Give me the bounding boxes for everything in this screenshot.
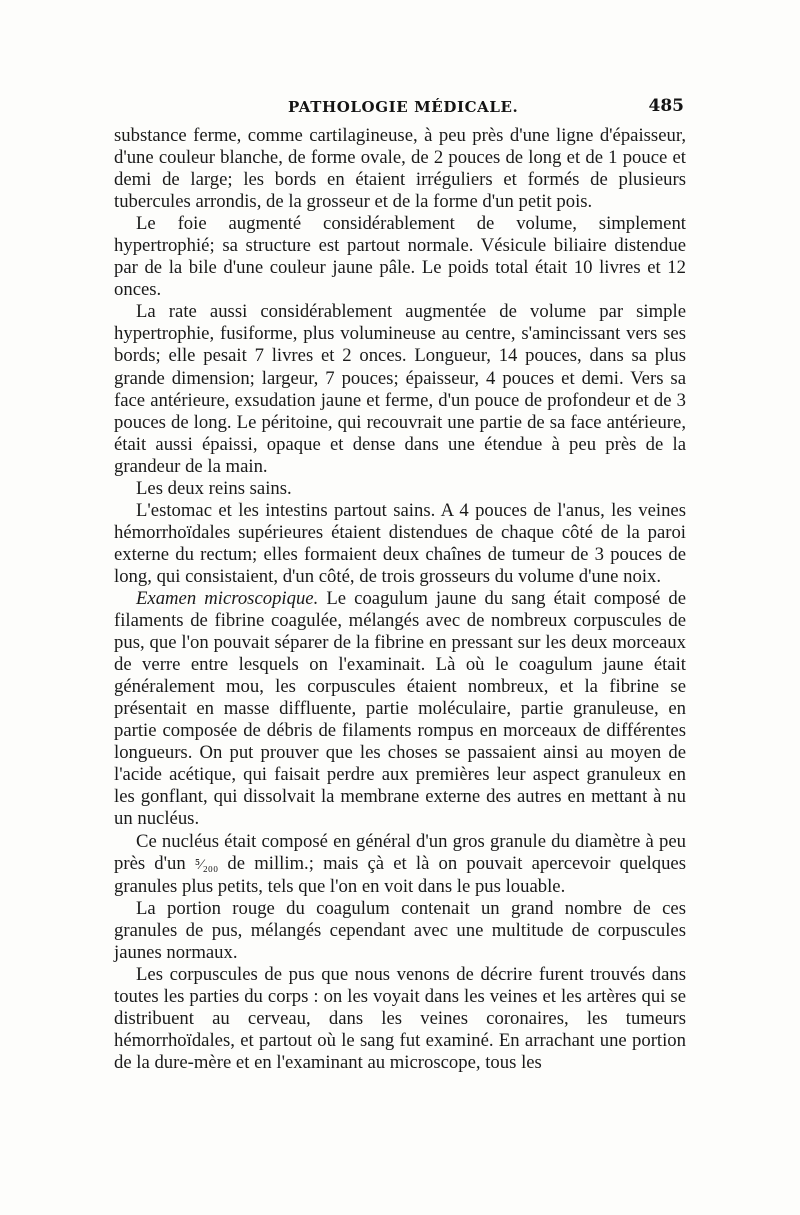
paragraph-stomach: L'estomac et les intestins partout sains. A 4 pouces de l'anus, les veines hémorrhoïdales supérieures étaient distendues de chaque côté de la paroi externe du rectum; elles formaient deux chaînes de tumeur de 3 pouces de long, qui consistaient, d'un côté, de trois grosseurs du volume d'une noix. bbox=[114, 499, 686, 587]
section-lead: Examen microscopique. bbox=[136, 587, 319, 609]
paragraph-liver: Le foie augmenté considérablement de volume, simplement hypertrophié; sa structure est partout normale. Vésicule biliaire distendue par de la bile d'une couleur jaune pâle. Le poids total était 10 livres et 12 onces. bbox=[114, 213, 686, 301]
paragraph-red-portion: La portion rouge du coagulum contenait un grand nombre de ces granules de pus, mélangés cependant avec une multitude de corpuscules jaunes normaux. bbox=[114, 897, 686, 963]
paragraph-text-after: de millim.; mais çà et là on pouvait apercevoir quelques granules plus petits, tels que l'on en voit dans le pus louable. bbox=[114, 852, 686, 897]
fraction: ⁵⁄₂₀₀ bbox=[194, 856, 219, 873]
paragraph-text: Le coagulum jaune du sang était composé de filaments de fibrine coagulée, mélangés avec de nombreux corpuscules de pus, que l'on pouvait séparer de la fibrine en pressant sur les deux morceaux de verre entre lesquels on l'examinait. Là où le coagulum jaune était généralement mou, les corpuscules étaient nombreux, et la fibrine se présentait en masse diffluente, partie moléculaire, partie granuleuse, en partie composée de débris de filaments rompus en morceaux de différentes longueurs. On put prouver que les choses se passaient ainsi au moyen de l'acide acétique, qui faisait perdre aux premières leur aspect granuleux en les gonflant, qui dissolvait la membrane externe des autres en mettant à nu un nucléus. bbox=[114, 587, 686, 830]
paragraph-microscopic-exam bbox=[114, 588, 686, 831]
paragraph-nucleus bbox=[114, 831, 686, 898]
page-number: 485 bbox=[648, 96, 684, 116]
page-header bbox=[112, 96, 690, 120]
paragraph-pus-corpuscles: Les corpuscules de pus que nous venons de décrire furent trouvés dans toutes les parties du corps : on les voyait dans les veines et les artères qui se distribuent au cerveau, dans les veines coronaires, les tumeurs hémorrhoïdales, et partout où le sang fut examiné. En arrachant une portion de la dure-mère et en l'examinant au microscope, tous les bbox=[114, 963, 686, 1073]
paragraph-text-before: Ce nucléus était composé en général d'un gros granule du diamètre à peu près d'un bbox=[114, 830, 686, 874]
paragraph-spleen: La rate aussi considérablement augmentée de volume par simple hypertrophie, fusiforme, plus volumineuse au centre, s'amincissant vers ses bords; elle pesait 7 livres et 2 onces. Longueur, 14 pouces, dans sa plus grande dimension; largeur, 7 pouces; épaisseur, 4 pouces et demi. Vers sa face antérieure, exsudation jaune et ferme, d'un pouce de profondeur et de 3 pouces de long. Le péritoine, qui recouvrait une partie de sa face antérieure, était aussi épaissi, opaque et dense dans une étendue à peu près de la grandeur de la main. bbox=[114, 301, 686, 477]
paragraph-kidneys: Les deux reins sains. bbox=[136, 477, 292, 499]
paragraph-continuation: substance ferme, comme cartilagineuse, à peu près d'une ligne d'épaisseur, d'une couleur blanche, de forme ovale, de 2 pouces de long et de 1 pouce et demi de large; les bords en étaient irréguliers et formés de plusieurs tubercules arrondis, de la grosseur et de la forme d'un petit pois. bbox=[114, 125, 686, 213]
body-text bbox=[114, 125, 686, 1074]
running-title: PATHOLOGIE MÉDICALE. bbox=[288, 98, 519, 116]
